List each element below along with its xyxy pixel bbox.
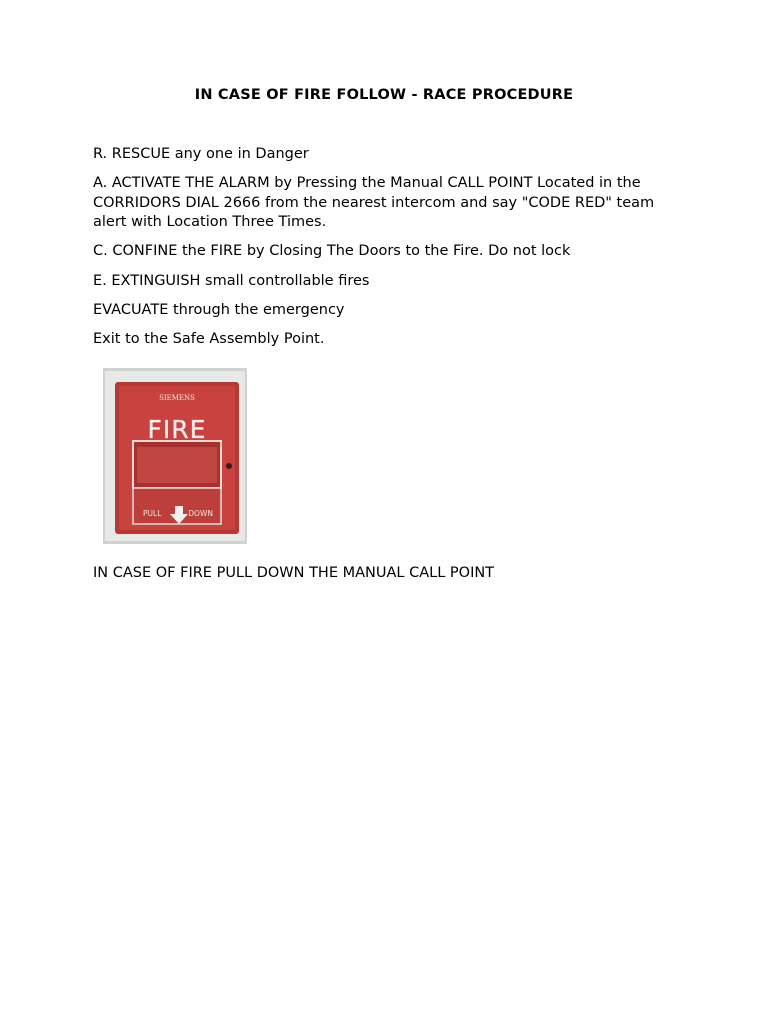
step-activate: A. ACTIVATE THE ALARM by Pressing the Manual CALL POINT Located in the CORRIDORS DIAL 2666 from the nearest intercom and say "CODE RED" team alert with Location Three Times. — [93, 175, 655, 230]
document-title: IN CASE OF FIRE FOLLOW - RACE PROCEDURE — [194, 87, 574, 103]
down-label: DOWN — [188, 509, 213, 518]
image-caption: IN CASE OF FIRE PULL DOWN THE MANUAL CALL POINT — [93, 565, 495, 581]
brand-label: SIEMENS — [159, 394, 195, 402]
step-confine: C. CONFINE the FIRE by Closing The Doors to the Fire. Do not lock — [93, 243, 571, 259]
fire-sign-text: FIRE — [147, 415, 207, 444]
step-extinguish: E. EXTINGUISH small controllable fires — [93, 273, 370, 289]
pull-label: PULL — [143, 509, 162, 518]
step-rescue: R. RESCUE any one in Danger — [93, 146, 309, 162]
step-exit: Exit to the Safe Assembly Point. — [93, 331, 325, 347]
step-evacuate: EVACUATE through the emergency — [93, 302, 345, 318]
manual-call-point-photo — [103, 368, 247, 544]
